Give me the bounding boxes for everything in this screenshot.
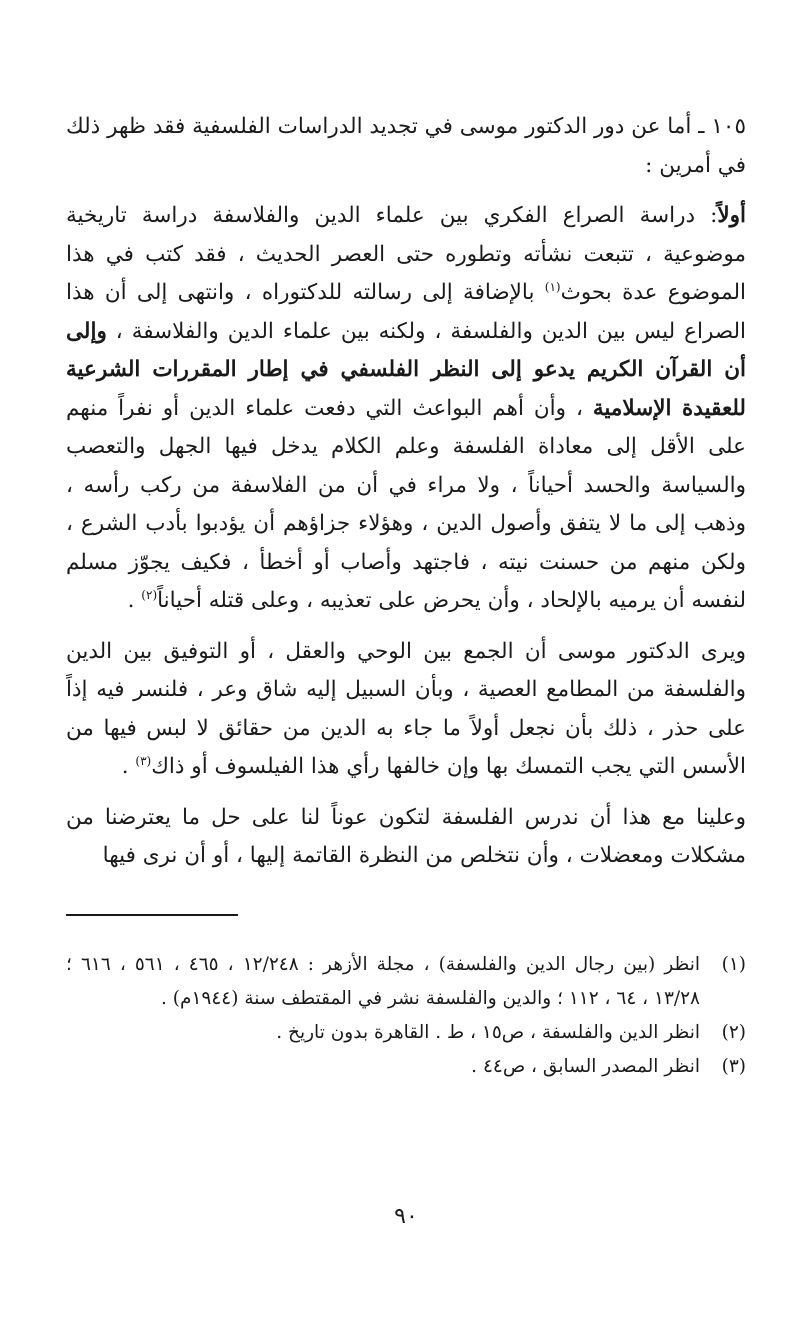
page-number: ٩٠: [394, 1204, 418, 1229]
paragraph-3-text: ويرى الدكتور موسى أن الجمع بين الوحي والعقل ، أو التوفيق بين الدين والفلسفة من المطامع العصية ، وبأن السبيل إليه شاق وعر ، فلنسر فيه إذاً على حذر ، ذلك بأن نجعل أولاً ما جاء به الدين من حقائق لا لبس فيها من الأسس التي يجب التمسك بها وإن خالفها رأي هذا الفيلسوف أو ذاك: [66, 638, 746, 779]
paragraph-2-part-c: ، وأن أهم البواعث التي دفعت علماء الدين أو نفراً منهم على الأقل إلى معاداة الفلسفة وعلم الكلام يدخل فيها الجهل والتعصب والسياسة والحسد أحياناً ، ولا مراء في أن من الفلاسفة من ركب رأسه ، وذهب إلى ما لا يتفق وأصول الدين ، وهؤلاء جزاؤهم أن يؤدبوا بأدب الشرع ، ولكن منهم من حسنت نيته ، فاجتهد وأصاب أو أخطأ ، فكيف يجوّز مسلم لنفسه أن يرميه بالإلحاد ، وأن يحرض على تعذيبه ، وعلى قتله أحياناً: [66, 395, 746, 613]
footnote-ref-1: (١): [544, 279, 561, 294]
footnote-text: انظر الدين والفلسفة ، ص١٥ ، ط . القاهرة بدون تاريخ .: [276, 1021, 700, 1043]
paragraph-1: ١٠٥ ـ أما عن دور الدكتور موسى في تجديد الدراسات الفلسفية فقد ظهر ذلك في أمرين :: [66, 114, 746, 178]
paragraph-3-end: .: [121, 754, 136, 779]
footnote-number: (١): [721, 953, 746, 975]
footnote-text: انظر (بين رجال الدين والفلسفة) ، مجلة الأزهر : ١٢/٢٤٨ ، ٤٦٥ ، ٥٦١ ، ٦١٦ ؛ ١٣/٢٨ ، ٦٤ ، ١١٢ ؛ والدين والفلسفة نشر في المقتطف سنة (١٩٤٤م) .: [66, 953, 700, 1009]
paragraph-2-bold-text: وإلى أن القرآن الكريم يدعو إلى النظر الفلسفي في إطار المقررات الشرعية للعقيدة الإسلامية: [66, 318, 746, 421]
paragraph-4: وعلينا مع هذا أن ندرس الفلسفة لتكون عوناً لنا على حل ما يعترضنا من مشكلات ومعضلات ، وأن نتخلص من النظرة القاتمة إليها ، أو أن نرى فيها: [66, 804, 746, 868]
page-body: [66, 108, 746, 1084]
footnote-number: (٣): [721, 1055, 746, 1077]
paragraph-2-end: .: [127, 588, 142, 613]
footnotes: [66, 948, 746, 1084]
paragraph-3: [66, 633, 746, 787]
footnote-text: انظر المصدر السابق ، ص٤٤ .: [471, 1055, 700, 1077]
footnote: [66, 1050, 746, 1084]
footnote-separator: [66, 914, 238, 916]
paragraph-2-part-b: بالإضافة إلى رسالته للدكتوراه ، وانتهى إلى أن هذا الصراع ليس بين الدين والفلسفة ، ولكنه بين علماء الدين والفلاسفة ،: [66, 280, 746, 344]
first-point-label: أولاً: [717, 203, 746, 228]
footnote-ref-3: (٣): [135, 753, 152, 768]
footnote-number: (٢): [721, 1021, 746, 1043]
footnote: [66, 948, 746, 1016]
paragraph-2-part-a: : دراسة الصراع الفكري بين علماء الدين والفلاسفة دراسة تاريخية موضوعية ، تتبعت نشأته وتطوره حتى العصر الحديث ، فقد كتب في هذا الموضوع عدة بحوث: [66, 203, 746, 305]
footnote: [66, 1016, 746, 1050]
footnote-ref-2: (٢): [141, 587, 158, 602]
paragraph-2: [66, 197, 746, 621]
